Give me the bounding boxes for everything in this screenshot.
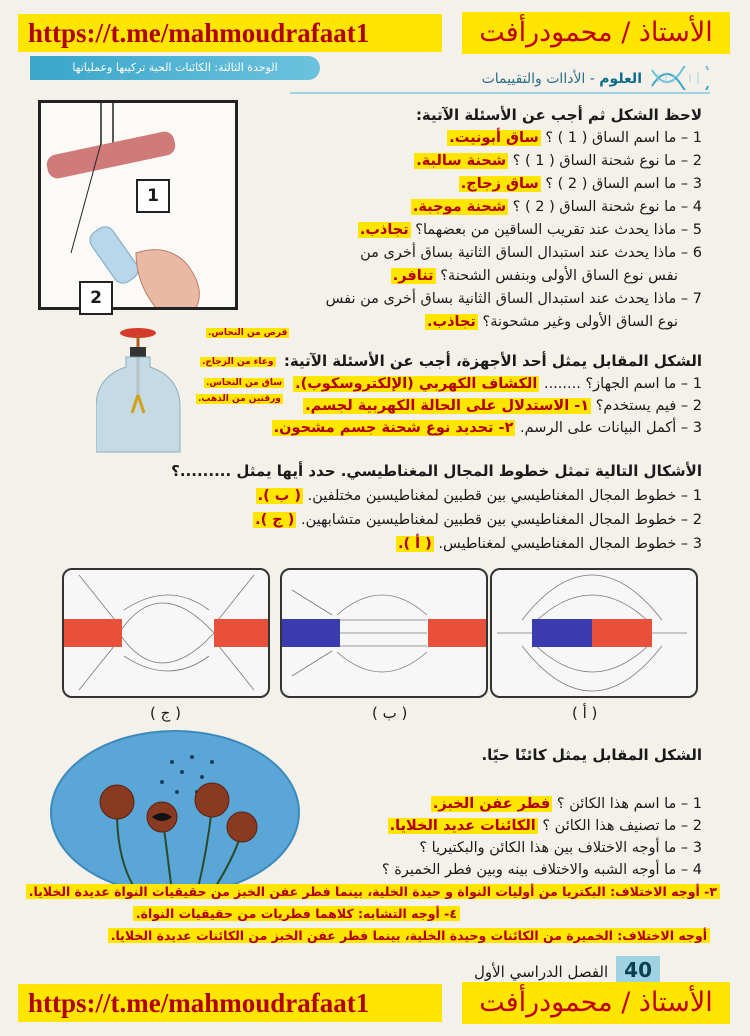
magnet-bar <box>214 619 270 647</box>
label-copper-rod: ساق من النحاس. <box>206 378 283 388</box>
q2-item-1 <box>293 376 702 392</box>
q1-question: – ماذا يحدث عند استبدال الساق الثانية بساق أخرى من نفس <box>325 291 689 307</box>
q1-number: 2 <box>692 153 702 169</box>
q1-item-7-cont <box>425 314 678 330</box>
q4-item-3 <box>419 840 702 856</box>
q1-question: – ما اسم الساق ( 2 ) ؟ <box>545 176 689 192</box>
magnet-panel-a <box>490 568 698 698</box>
magnet-bar <box>64 619 122 647</box>
q3-question: 1 – خطوط المجال المغناطيسي بين قطبين لمغناطيسين مختلفين. <box>307 488 702 504</box>
q4-answer-4b: أوجه الاختلاف: الخميرة من الكائنات وحيدة الخلية، بينما فطر عفن الخبز من الكائنات عديدة الخلايا. <box>108 928 710 943</box>
q4-question: 3 – ما أوجه الاختلاف بين هذا الكائن والبكتيريا ؟ <box>419 840 702 856</box>
label-glass-jar: وعاء من الزجاج. <box>202 357 274 367</box>
panel-label-c: ( ج ) <box>150 704 181 722</box>
q4-heading: الشكل المقابل يمثل كائنًا حيًا. <box>481 746 702 764</box>
q1-item-2 <box>414 153 702 169</box>
unit-title: الوحدة الثالثة: الكائنات الحية تركيبها وعملياتها <box>30 56 320 80</box>
q4-item-2 <box>388 818 702 834</box>
q2-question: 3 – أكمل البيانات على الرسم. <box>520 420 702 436</box>
magnet-panel-b <box>280 568 488 698</box>
subject-name: العلوم <box>599 71 642 87</box>
q3-item-3 <box>396 536 702 552</box>
q4-answer: فطر عفن الخبز. <box>432 796 551 812</box>
q1-question-cont: نوع الساق الأولى وغير مشحونة؟ <box>482 314 678 330</box>
q3-item-1 <box>256 488 702 504</box>
q4-question: 4 – ما أوجه الشبه والاختلاف بينه وبين فطر الخميرة ؟ <box>381 862 702 878</box>
q1-question: – ما نوع شحنة الساق ( 1 ) ؟ <box>512 153 689 169</box>
q1-number: 1 <box>692 130 702 146</box>
bread-mold-illustration <box>52 732 300 895</box>
q4-item-1 <box>431 796 702 812</box>
q4-answer-4a: ٤- أوجه التشابه: كلاهما فطريات من حقيقيات النواة. <box>133 906 460 921</box>
magnet-bar <box>532 619 592 647</box>
q1-item-4 <box>411 199 702 215</box>
q2-question: 1 – ما اسم الجهاز؟ ........ <box>543 376 702 392</box>
q1-item-6 <box>360 245 702 261</box>
term-label: الفصل الدراسي الأول <box>473 963 609 981</box>
label-gold-leaves: ورقتين من الذهب. <box>198 394 281 404</box>
q4-answer: الكائنات عديد الخلايا. <box>389 818 536 834</box>
q1-answer: تجاذب. <box>359 222 409 238</box>
q4-question: 1 – ما اسم هذا الكائن ؟ <box>556 796 702 812</box>
q3-item-2 <box>253 512 702 528</box>
q1-item-7 <box>326 291 702 307</box>
q1-item-6-cont <box>391 268 678 284</box>
q3-heading: الأشكال التالية تمثل خطوط المجال المغناطيسي. حدد أيها يمثل .........؟ <box>171 462 702 480</box>
teacher-name: الأستاذ / محمودرأفت <box>462 12 730 54</box>
subject-header <box>290 64 710 94</box>
bread-mold-figure <box>50 730 300 895</box>
q1-answer: شحنة سالبة. <box>416 153 507 169</box>
q1-question: – ما اسم الساق ( 1 ) ؟ <box>545 130 689 146</box>
q1-answer: تجاذب. <box>427 314 476 330</box>
q2-question: 2 – فيم يستخدم؟ <box>595 398 702 414</box>
q2-item-2 <box>303 398 702 414</box>
section-name: - الأداات والتقييمات <box>481 71 600 87</box>
q3-answer: ( ج ). <box>255 512 295 528</box>
q1-number: 7 <box>692 291 702 307</box>
q3-question: 2 – خطوط المجال المغناطيسي بين قطبين لمغناطيسين متشابهين. <box>301 512 702 528</box>
callout-2: 2 <box>79 281 113 315</box>
q3-answer: ( أ ). <box>397 536 432 552</box>
bottom-banner <box>0 980 750 1026</box>
q4-question: 2 – ما تصنيف هذا الكائن ؟ <box>542 818 702 834</box>
telegram-link[interactable]: https://t.me/mahmoudrafaat1 <box>18 984 442 1022</box>
teacher-name: الأستاذ / محمودرأفت <box>462 982 730 1024</box>
panel-label-a: ( أ ) <box>572 704 598 722</box>
q1-item-3 <box>459 176 702 192</box>
magnet-bar <box>592 619 652 647</box>
q1-question: – ما نوع شحنة الساق ( 2 ) ؟ <box>512 199 689 215</box>
q1-number: 6 <box>692 245 702 261</box>
q1-answer: ساق زجاج. <box>460 176 539 192</box>
magnet-bar <box>282 619 340 647</box>
dna-icon <box>650 66 710 90</box>
magnet-bar <box>428 619 486 647</box>
electroscope-illustration <box>96 325 196 455</box>
magnet-panel-c <box>62 568 270 698</box>
q2-answer: ٢- تحديد نوع شحنة جسم مشحون. <box>273 420 514 436</box>
q3-question: 3 – خطوط المجال المغناطيسي لمغناطيس. <box>438 536 702 552</box>
q2-heading: الشكل المقابل يمثل أحد الأجهزة، أجب عن الأسئلة الآتية: <box>283 352 702 370</box>
q2-answer: ١- الاستدلال على الحالة الكهربية لجسم. <box>305 398 590 414</box>
label-copper-disc: قرص من النحاس. <box>208 328 288 338</box>
q1-number: 4 <box>692 199 702 215</box>
q2-answer: الكشاف الكهربي (الإلكتروسكوب). <box>295 376 538 392</box>
q4-answer-3: ٣- أوجه الاختلاف: البكتريا من أوليات النواة و حيدة الخلية، بينما فطر عفن الخبز من حقيقيات النواة عديدة الخلايا. <box>26 884 720 899</box>
q1-heading: لاحظ الشكل ثم أجب عن الأسئلة الآتية: <box>415 106 702 124</box>
q3-answer: ( ب ). <box>257 488 301 504</box>
page-number: 40 <box>616 956 660 984</box>
panel-label-b: ( ب ) <box>372 704 408 722</box>
callout-1: 1 <box>136 179 170 213</box>
q1-number: 5 <box>692 222 702 238</box>
q2-item-3 <box>272 420 702 436</box>
q4-item-4 <box>382 862 702 878</box>
q1-answer: تنافر. <box>392 268 434 284</box>
q1-question-cont: نفس نوع الساق الأولى وبنفس الشحنة؟ <box>440 268 678 284</box>
electroscope-figure <box>96 325 196 455</box>
q1-question: – ماذا يحدث عند تقريب الساقين من بعضهما؟ <box>415 222 689 238</box>
q1-answer: ساق أبونيت. <box>449 130 539 146</box>
q1-item-5 <box>358 222 702 238</box>
top-banner <box>0 10 750 56</box>
q1-answer: شحنة موجبة. <box>412 199 507 215</box>
telegram-link[interactable]: https://t.me/mahmoudrafaat1 <box>18 14 442 52</box>
q1-item-1 <box>447 130 702 146</box>
q1-question: – ماذا يحدث عند استبدال الساق الثانية بساق أخرى من <box>360 245 689 261</box>
q1-number: 3 <box>692 176 702 192</box>
rods-figure <box>38 100 238 310</box>
